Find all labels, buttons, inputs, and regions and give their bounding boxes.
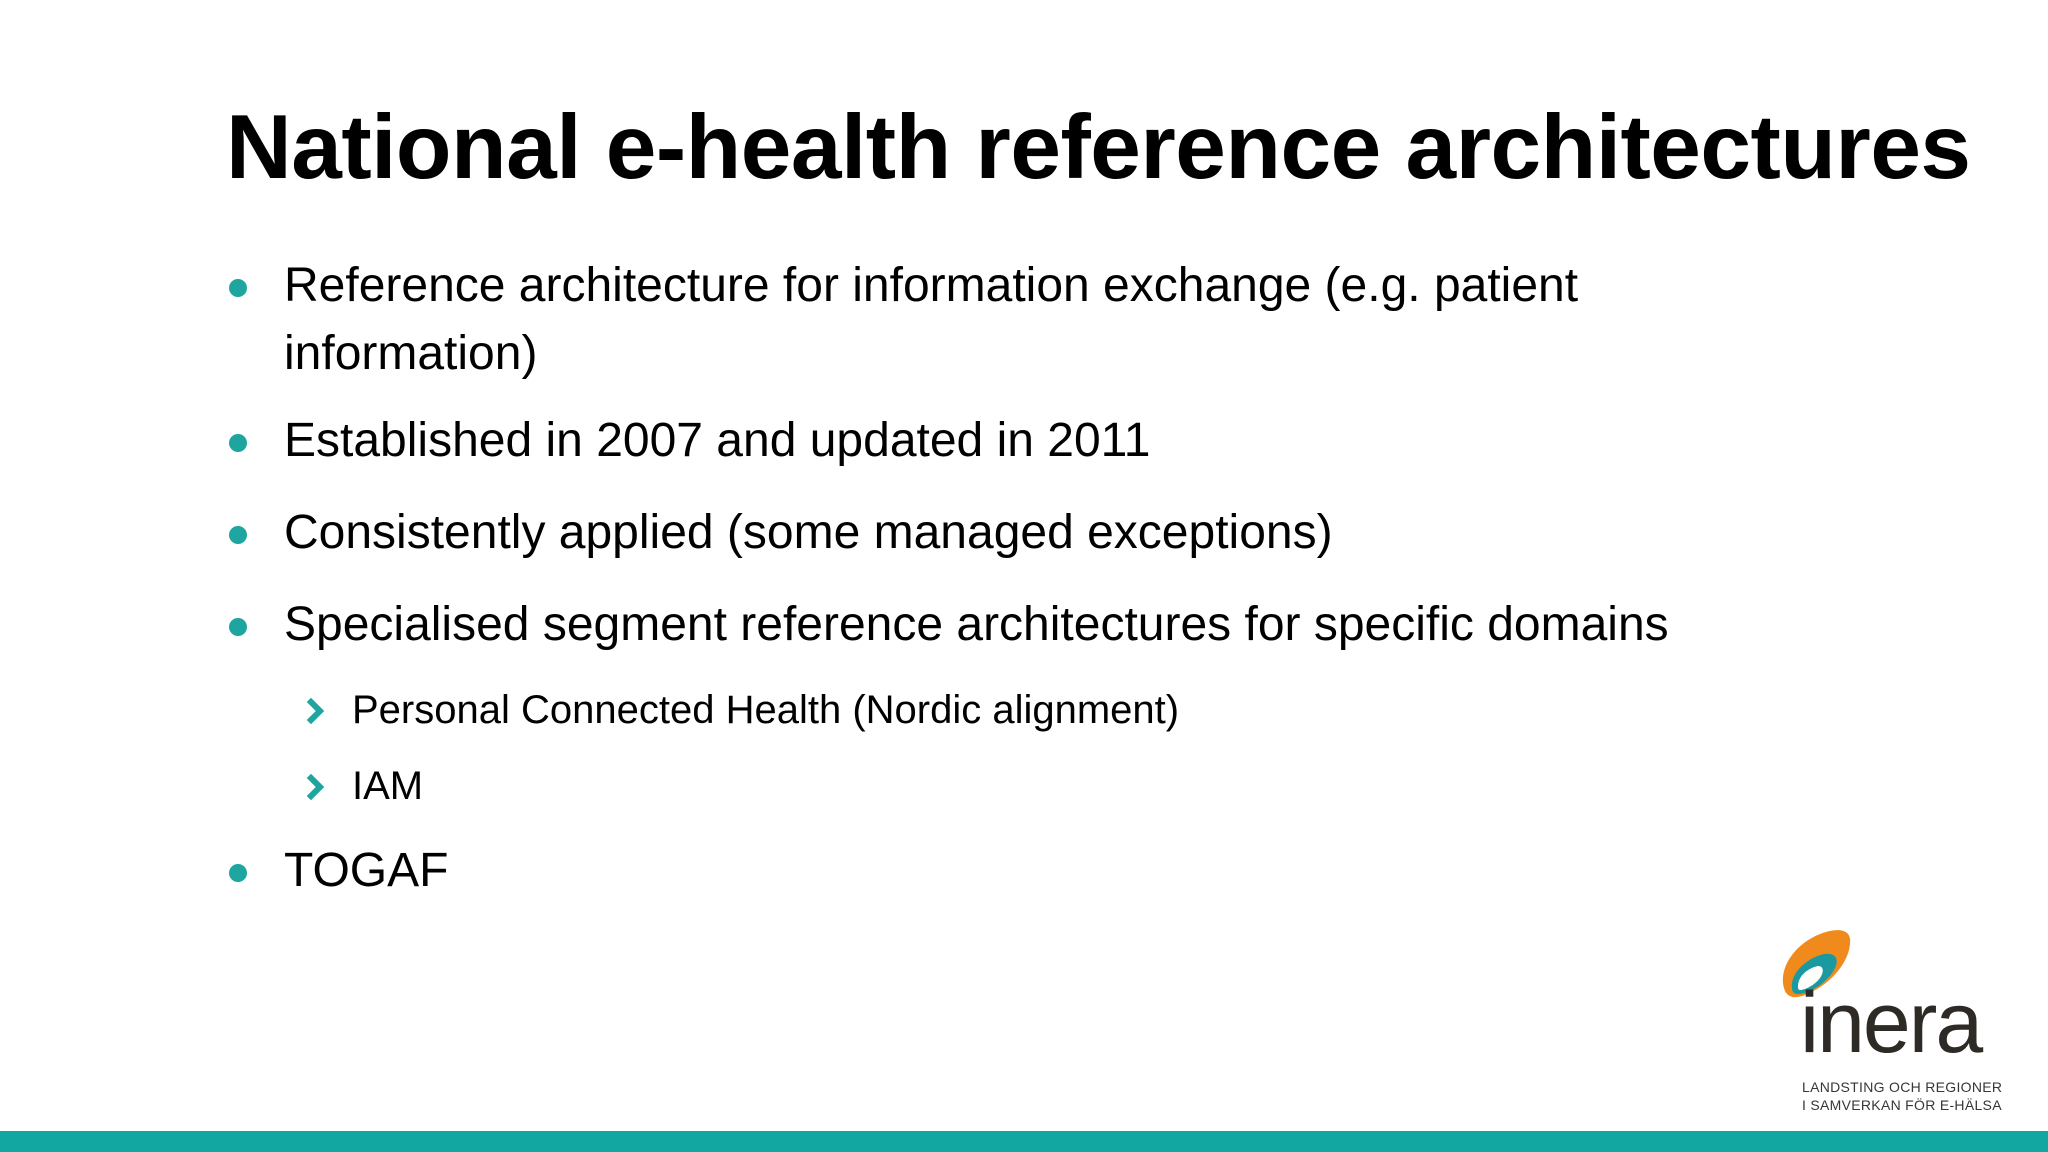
- bullet-text: Specialised segment reference architectures for specific domains: [284, 598, 1669, 651]
- bullet-dot-icon: [229, 526, 247, 544]
- bullet-item: [284, 407, 1784, 475]
- sub-bullet-text: Personal Connected Health (Nordic alignment): [352, 688, 1180, 732]
- bullet-text: Reference architecture for information exchange (e.g. patient information): [284, 259, 1579, 380]
- chevron-right-icon: [305, 698, 327, 724]
- sub-bullet-item: [352, 760, 1752, 812]
- bullet-item: [284, 499, 1784, 567]
- inera-logo: [1776, 926, 2016, 1126]
- slide-title: National e-health reference architectures: [226, 97, 1971, 198]
- bullet-item: [284, 591, 1784, 659]
- bullet-dot-icon: [229, 279, 247, 297]
- bullet-item: [284, 252, 1784, 388]
- logo-wordmark: inera: [1800, 975, 1982, 1071]
- logo-tagline-line2: I SAMVERKAN FÖR E-HÄLSA: [1802, 1097, 2002, 1113]
- bullet-dot-icon: [229, 618, 247, 636]
- chevron-right-icon: [305, 774, 327, 800]
- bullet-text: Established in 2007 and updated in 2011: [284, 414, 1151, 467]
- sub-bullet-text: IAM: [352, 764, 424, 808]
- bullet-item: [284, 837, 1784, 905]
- bullet-text: Consistently applied (some managed exceptions): [284, 506, 1333, 559]
- footer-accent-bar: [0, 1131, 2048, 1152]
- bullet-text: TOGAF: [284, 844, 449, 897]
- bullet-dot-icon: [229, 864, 247, 882]
- bullet-dot-icon: [229, 434, 247, 452]
- sub-bullet-item: [352, 684, 1752, 736]
- logo-tagline-line1: LANDSTING OCH REGIONER: [1802, 1079, 2003, 1095]
